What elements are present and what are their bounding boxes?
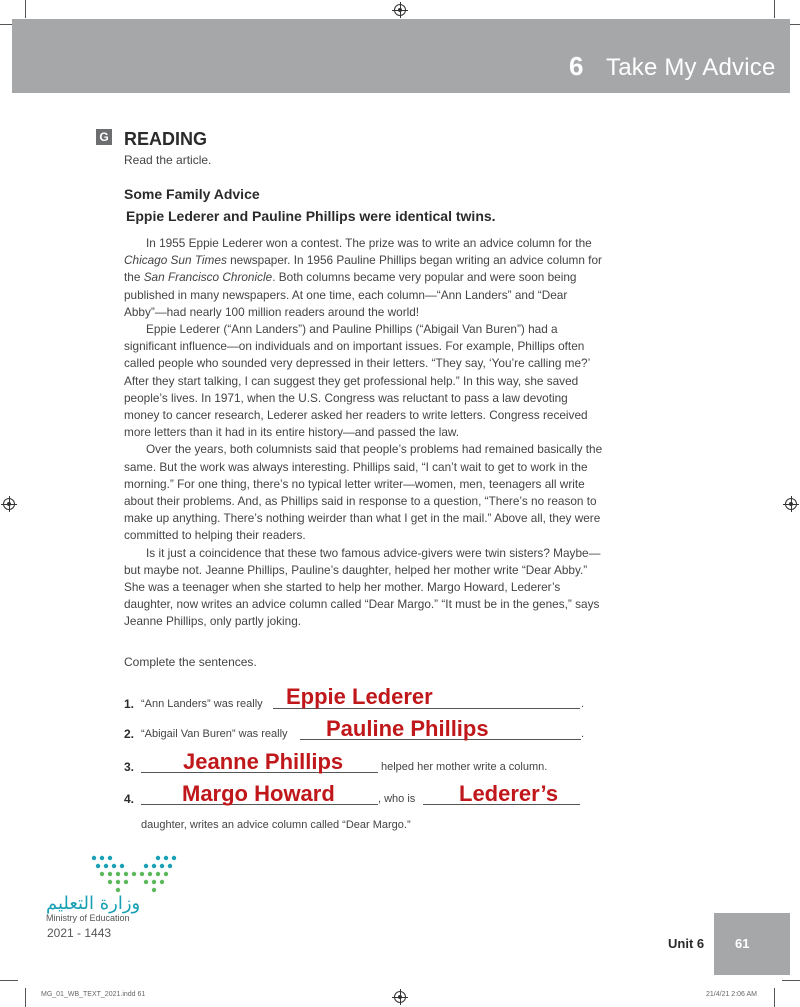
handwritten-answer: Pauline Phillips	[326, 716, 489, 741]
crop-mark	[782, 980, 800, 981]
page-number: 61	[735, 936, 750, 951]
item-number: 2.	[124, 727, 135, 741]
article-paragraph: Eppie Lederer (“Ann Landers”) and Pauline Phillips (“Abigail Van Buren”) had a significant influence—on individuals and on important issues. For example, Phillips often called people who sounded very depressed in their letters. “They say, ‘You’re calling me?’ After they start talking, I can suggest they get professional help.” In this way, she saved people’s lives. In 1971, when the U.S. Congress was reluctant to pass a law devoting money to cancer research, Lederer asked her readers to write letters. Congress received more letters than it had in its entire history—and passed the law.	[124, 322, 590, 440]
exercise-instruction: Complete the sentences.	[124, 655, 257, 669]
item-stem: “Abigail Van Buren” was really	[141, 728, 288, 740]
handwritten-answer: Lederer’s	[459, 781, 559, 806]
article-subtitle: Eppie Lederer and Pauline Phillips were identical twins.	[126, 208, 496, 224]
footer-filename: MG_01_WB_TEXT_2021.indd 61	[41, 991, 146, 998]
crop-mark	[774, 0, 775, 18]
logo-english-text: Ministry of Education	[46, 913, 130, 923]
item-mid: , who is	[378, 793, 416, 805]
item-tail: .	[581, 728, 585, 740]
ministry-logo-icon	[88, 852, 184, 896]
registration-mark-icon	[785, 498, 797, 510]
item-number: 3.	[124, 760, 135, 774]
item-number: 4.	[124, 792, 135, 806]
handwritten-answer: Jeanne Phillips	[183, 749, 344, 774]
item-tail: helped her mother write a column.	[381, 761, 548, 773]
unit-label: Unit 6	[668, 936, 705, 951]
section-instruction: Read the article.	[124, 153, 212, 167]
unit-title: Take My Advice	[606, 54, 776, 81]
page-number-box	[714, 913, 790, 975]
footer-date: 21/4/21 2:06 AM	[706, 991, 757, 998]
item-tail: .	[581, 698, 585, 710]
crop-mark	[774, 988, 775, 1007]
handwritten-answer: Eppie Lederer	[286, 684, 433, 709]
article-paragraph: Is it just a coincidence that these two famous advice-givers were twin sisters? Maybe—but maybe not. Jeanne Phillips, Pauline’s daughter, helped her mother write “Dear Abby.” She was a teenager when she started to help her mother. Margo Howard, Lederer’s daughter, now writes an advice column called “Dear Margo.” “It must be in the genes,” says Jeanne Phillips, only partly joking.	[124, 545, 601, 629]
registration-mark-icon	[394, 991, 406, 1003]
crop-mark	[25, 0, 26, 18]
item-number: 1.	[124, 697, 135, 711]
logo-arabic-text: وزارة التعليم	[46, 893, 141, 914]
registration-mark-icon	[394, 4, 406, 16]
registration-mark-icon	[3, 498, 15, 510]
unit-number: 6	[569, 51, 584, 81]
section-title: READING	[124, 129, 208, 149]
handwritten-answer: Margo Howard	[182, 781, 335, 806]
crop-mark	[0, 980, 18, 981]
item-stem: “Ann Landers” was really	[141, 698, 263, 710]
article-title: Some Family Advice	[124, 186, 260, 202]
article-paragraph: In 1955 Eppie Lederer won a contest. The prize was to write an advice column for the Chicago Sun Times newspaper. In 1956 Pauline Phillips began writing an advice column for the San Francisco Chronicle. Both columns became very popular and were soon being published in many newspapers. At one time, each column—“Ann Landers” and “Dear Abby”—had nearly 100 million readers around the world!	[124, 236, 602, 319]
article-body	[124, 235, 606, 631]
crop-mark	[25, 988, 26, 1007]
article-paragraph: Over the years, both columnists said that people’s problems had remained basically the same. But the work was always interesting. Phillips said, “I can’t wait to get to work in the morning.” For one thing, there’s no typical letter writer—women, men, teenagers all write about their problems. And, as Phillips said in response to a question, “There’s no reason to make up anything. There’s nothing weirder than what I get in the mail.” Above all, they were committed to helping their readers.	[124, 442, 603, 543]
logo-year: 2021 - 1443	[47, 926, 112, 940]
section-badge: G	[96, 129, 112, 145]
item-continuation: daughter, writes an advice column called “Dear Margo.”	[141, 819, 411, 831]
